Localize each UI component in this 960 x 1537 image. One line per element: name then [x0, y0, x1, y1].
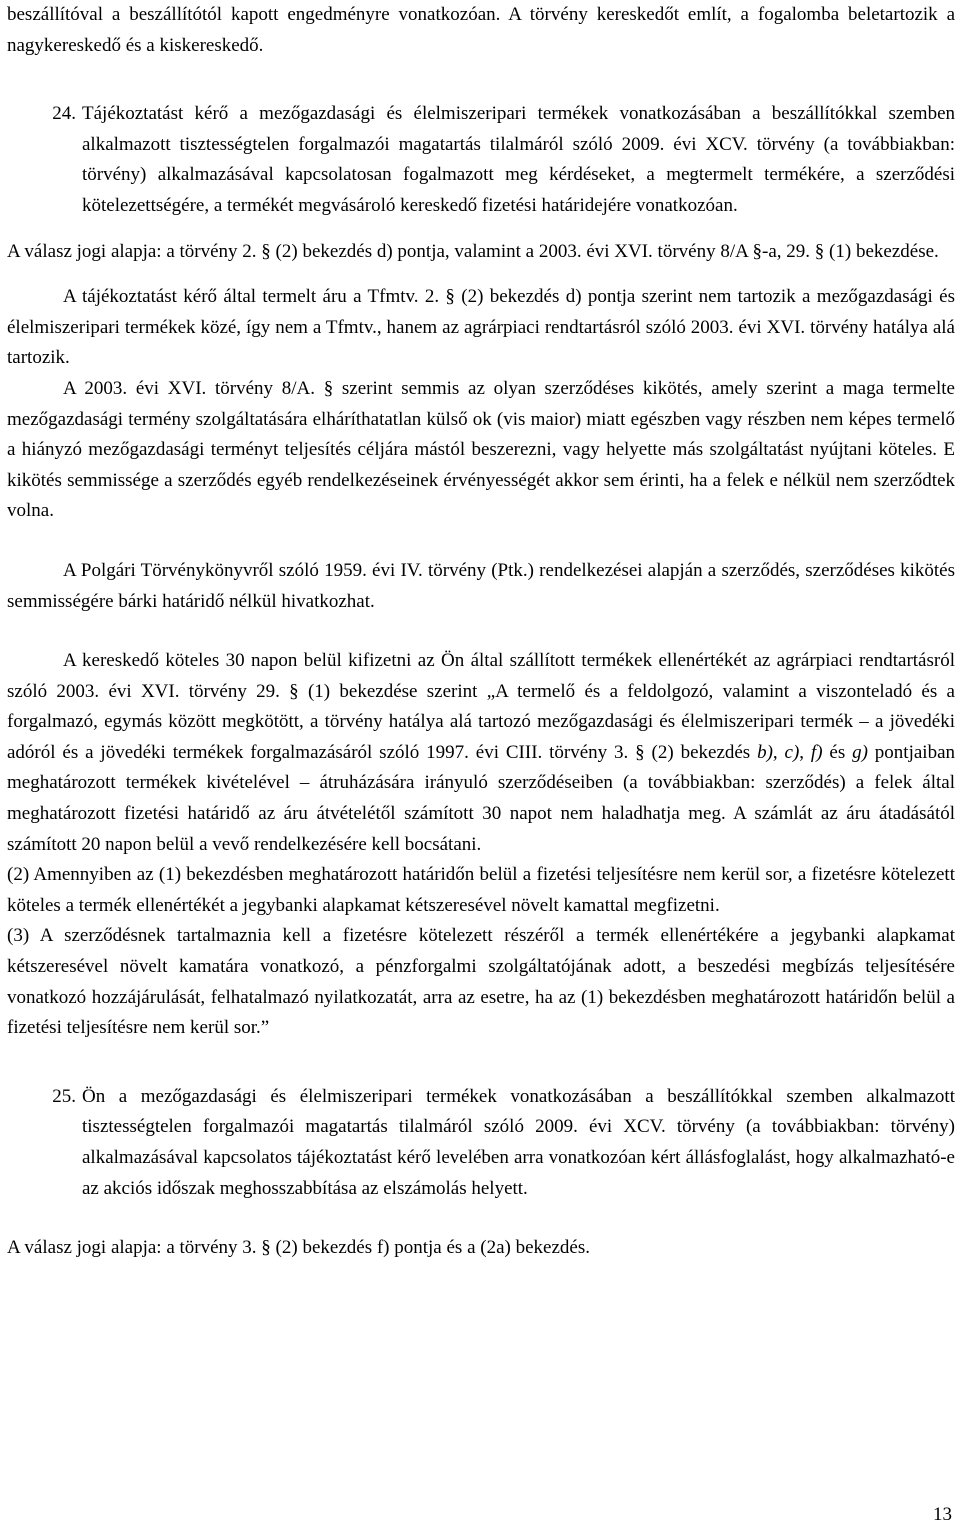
answer-legal-basis: A válasz jogi alapja: a törvény 3. § (2) bekezdés f) pontja és a (2a) bekezdés. [7, 1237, 590, 1259]
italic-point: g) [852, 741, 868, 763]
italic-point: c) [784, 741, 800, 763]
item-number: 25. [52, 1085, 76, 1107]
italic-point: b) [757, 741, 773, 763]
paragraph-ptk: A Polgári Törvénykönyvről szóló 1959. évi IV. törvény (Ptk.) rendelkezései alapján a szerződés, szerződéses kikötés semmisségére bárki határidő nélkül hivatkozhat. [7, 559, 955, 612]
paragraph-contract-requirements: (3) A szerződésnek tartalmaznia kell a fizetésre kötelezett részéről a termék ellenértékére a jegybanki alapkamat kétszeresével növelt kamatára vonatkozó, a pénzforgalmi szolgáltatójának adott, a beszedési megbízás teljesítésére vonatkozó hozzájárulását, felhatalmazó nyilatkozatát, arra az esetre, ha az (1) bekezdésben meghatározott határidőn belül a fizetési teljesítésre nem kerül sor.” [7, 925, 955, 1039]
paragraph-vis-maior: A 2003. évi XVI. törvény 8/A. § szerint semmis az olyan szerződéses kikötés, amely szerint a maga termelte mezőgazdasági termény szolgáltatására elháríthatatlan külső ok (vis maior) miatt egészben vagy részben nem képes termelő a hiányzó mezőgazdasági terményt teljesítés céljára mástól beszerezni, vagy helyette más szolgáltatást nyújtani köteles. E kikötés semmissége a szerződés egyéb rendelkezéseinek érvényességét akkor sem érinti, ha a felek e nélkül nem szerződtek volna. [7, 377, 955, 522]
answer-legal-basis: A válasz jogi alapja: a törvény 2. § (2) bekezdés d) pontja, valamint a 2003. évi XVI. törvény 8/A §-a, 29. § (1) bekezdése. [7, 240, 939, 262]
paragraph-product-scope: A tájékoztatást kérő által termelt áru a Tfmtv. 2. § (2) bekezdés d) pontja szerint nem tartozik a mezőgazdasági és élelmiszeripari termékek közé, így nem a Tfmtv., hanem az agrárpiaci rendtartásról szóló 2003. évi XVI. törvény hatálya alá tartozik. [7, 286, 955, 369]
page-number: 13 [933, 1504, 952, 1525]
paragraph-payment-deadline [7, 646, 955, 860]
paragraph-continuation: beszállítóval a beszállítótól kapott engedményre vonatkozóan. A törvény kereskedőt említ, a fogalomba beletartozik a nagykereskedő és a kiskereskedő. [7, 4, 955, 56]
text-segment: A kereskedő köteles 30 napon belül kifizetni az Ön által szállított termékek ellenértékét az agrárpiaci rendtartásról szóló 2003. évi XVI. törvény 29. § (1) bekezdése szerint „A termelő és a feldolgozó, valamint a viszonteladó és a forgalmazó, egymás között megkötött, a törvény hatálya alá tartozó mezőgazdasági és élelmiszeripari termék – a jövedéki adóról és a jövedéki termékek forgalmazásáról szóló 1997. évi CIII. törvény 3. § (2) bekezdés [7, 650, 955, 763]
text-segment: , [772, 741, 785, 763]
document-page [7, 0, 955, 1264]
text-segment: , [799, 741, 811, 763]
paragraph-interest: (2) Amennyiben az (1) bekezdésben meghatározott határidőn belül a fizetési teljesítésre nem kerül sor, a fizetésre kötelezett köteles a termék ellenértékét a jegybanki alapkamat kétszeresével növelt kamattal megfizetni. [7, 864, 955, 916]
italic-point: f) [810, 741, 823, 763]
item-text: Ön a mezőgazdasági és élelmiszeripari termékek vonatkozásában a beszállítókkal szemben alkalmazott tisztességtelen forgalmazói magatartás tilalmáról szóló 2009. évi XCV. törvény (a továbbiakban: törvény) alkalmazásával kapcsolatos tájékoztatást kérő levelében arra vonatkozóan kért állásfoglalást, hogy alkalmazható-e az akciós időszak meghosszabbítása az elszámolás helyett. [82, 1085, 955, 1199]
list-item-24 [7, 99, 955, 221]
text-segment: és [822, 741, 853, 763]
list-item-25 [7, 1082, 955, 1204]
text-segment: pontjaiban meghatározott termékek kivételével – átruházására irányuló szerződéseiben (a továbbiakban: szerződés) a felek által meghatározott fizetési határidő az áru átvételétől számított 30 napot nem haladhatja meg. A számlát az áru átadásától számított 20 napon belül a vevő rendelkezésére kell bocsátani. [7, 741, 956, 855]
item-number: 24. [52, 103, 76, 125]
item-text: Tájékoztatást kérő a mezőgazdasági és élelmiszeripari termékek vonatkozásában a beszállítókkal szemben alkalmazott tisztességtelen forgalmazói magatartás tilalmáról szóló 2009. évi XCV. törvény (a továbbiakban: törvény) alkalmazásával kapcsolatosan fogalmazott meg kérdéseket, a megtermelt termékére, a szerződési kötelezettségére, a termékét megvásároló kereskedő fizetési határidejére vonatkozóan. [82, 103, 955, 216]
